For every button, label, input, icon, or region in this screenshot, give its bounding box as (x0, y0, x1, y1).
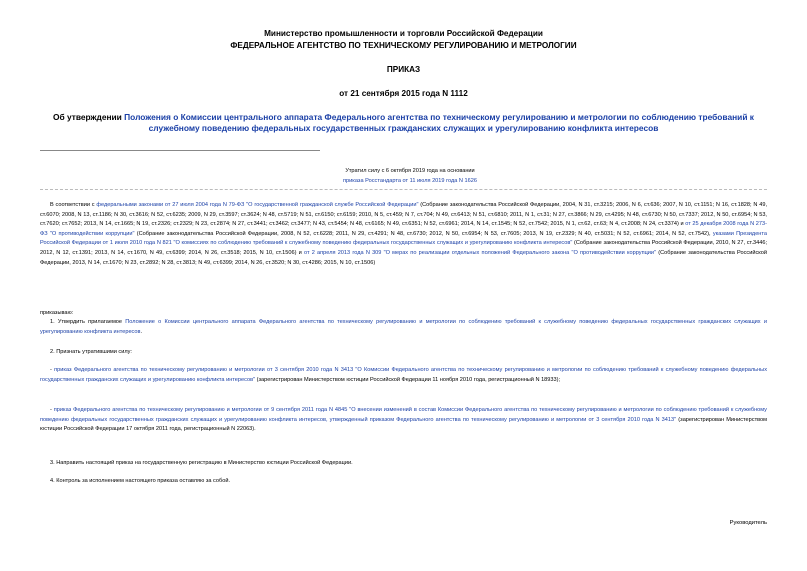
title-regulation-link[interactable]: Положения о Комиссии центрального аппарата Федерального агентства по техническому регулированию и метрологии по соблюдению требований к служебному поведению федеральных государственных гражданских служащих и урегулированию конфликта интересов (124, 112, 754, 133)
item-4-paragraph: 4. Контроль за исполнением настоящего приказа оставляю за собой. (50, 478, 231, 484)
intro-paragraph (40, 201, 767, 268)
agency-name: ФЕДЕРАЛЬНОЕ АГЕНТСТВО ПО ТЕХНИЧЕСКОМУ РЕГУЛИРОВАНИЮ И МЕТРОЛОГИИ (230, 41, 577, 50)
lost-force-text: Утратил силу с 6 октября 2019 года на основании (345, 168, 475, 174)
document-type: ПРИКАЗ (386, 65, 421, 74)
item-2a-paragraph (40, 366, 767, 385)
order-4845-link[interactable]: приказ Федерального агентства по техническому регулированию и метрологии от 9 сентября 2011 года N 4845 "О внесении изменений в состав Комиссии Федерального агентства по техническому регулированию и метрологии по соблюдению требований к служебному поведению федеральных государственных гражданских служащих и урегулированию конфликта интересов, утвержденный приказом Федерального агентства по техническому регулированию и метрологии от 3 сентября 2010 года N 3413" (40, 407, 767, 423)
title-prefix: Об утверждении (52, 112, 125, 122)
presidential-decree-309-link[interactable]: от 2 апреля 2013 года N 309 "О мерах по реализации отдельных положений Федерального закона "О противодействии коррупции" (303, 249, 657, 256)
intro-text-3: (Собрание законодательства Российской Федерации, 2008, N 52, ст.6228; 2011, N 29, ст.4291; N 48, ст.6730; 2012, N 50, ст.6954; N 53, ст.7605; 2013, N 19, ст.2329; N 40, ст.5031; N 52, ст.6961; 2014, N 52, ст.7542), (134, 230, 713, 237)
intro-text-4: (Собрание законодательства Российской Федерации, 2010, N 27, ст.3446; 2012, N 12, ст.1391; 2013, N 14, ст.1670, N 49, ст.6399; 2014, N 26, ст.3518; 2015, N 10, ст.1506) и (40, 240, 767, 256)
item-1-text: 1. Утвердить прилагаемое (50, 319, 126, 325)
signature-title: Руководитель (729, 520, 767, 526)
item-2b-dash: - (50, 407, 54, 413)
item-2b-text: (зарегистрирован Министерством юстиции Российской Федерации 17 октября 2011 года, регистрационный N 22063). (40, 416, 767, 433)
item-2a-text: (зарегистрирован Министерством юстиции Российской Федерации 11 ноября 2010 года, регистрационный N 18933); (255, 376, 561, 383)
item-2a-dash: - (50, 367, 55, 373)
item-1-paragraph (40, 318, 767, 337)
ministry-name: Министерство промышленности и торговли Российской Федерации (264, 29, 543, 38)
order-word: приказываю: (40, 310, 74, 316)
intro-text-5: (Собрание законодательства Российской Федерации, 2013, N 14, ст.1670; N 23, ст.2892; N 28, ст.3813; N 49, ст.6399; 2014, N 26, ст.3520; N 30, ст.4286; 2015, N 10, ст.1506) (40, 249, 767, 266)
document-title (40, 112, 767, 134)
title-divider (40, 150, 320, 151)
federal-laws-link[interactable]: федеральными законами от 27 июля 2004 года N 79-ФЗ "О государственной гражданской службе Российской Федерации" (96, 202, 419, 208)
item-2-paragraph: 2. Признать утратившими силу: (50, 349, 132, 355)
lost-force-note (300, 166, 520, 186)
lost-force-link[interactable]: приказа Росстандарта от 11 июля 2019 года N 1626 (343, 178, 477, 184)
anticorruption-law-link[interactable]: от 25 декабря 2008 года N 273-ФЗ "О противодействии коррупции" (40, 221, 767, 237)
item-2b-paragraph (40, 406, 767, 435)
item-3-paragraph: 3. Направить настоящий приказ на государственную регистрацию в Министерство юстиции Российской Федерации. (50, 460, 353, 466)
document-date-number: от 21 сентября 2015 года N 1112 (339, 89, 468, 98)
intro-text-2: (Собрание законодательства Российской Федерации, 2004, N 31, ст.3215; 2006, N 6, ст.636; 2007, N 10, ст.1151; N 16, ст.1828; N 49, ст.6070; 2008, N 13, ст.1186; N 30, ст.3616; N 52, ст.6235; 2009, N 29, ст.3597; ст.3624; N 48, ст.5719; N 51, ст.6150; ст.6159; 2010, N 5, ст.459; N 7, ст.704; N 49, ст.6413; N 51, ст.6810; 2011, N 1, ст.31; N 27, ст.3866; N 29, ст.4295; N 48, ст.6730; N 50, ст.7337; 2012, N 50, ст.6954; N 53, ст.7620; ст.7652; 2013, N 14, ст.1665; N 19, ст.2326; ст.2329; N 23, ст.2874; N 27, ст.3441; ст.3462; ст.3477; N 43, ст.5454; N 48, ст.6165; N 49, ст.6351; N 52, ст.6961; 2014, N 14, ст.1545; N 52, ст.7542; 2015, N 1, ст.62, ст.63; N 4, ст.2008; N 24, ст.3374) и (40, 202, 767, 228)
presidential-decree-821-link[interactable]: указами Президента Российской Федерации от 1 июля 2010 года N 821 "О комиссиях по соблюдению требований к служебному поведению федеральных государственных служащих и урегулированию конфликта интересов" (40, 230, 768, 247)
intro-text-1: В соответствии с (50, 202, 97, 208)
item-1-end: . (140, 328, 143, 335)
section-divider (40, 189, 767, 190)
order-3413-link[interactable]: приказ Федерального агентства по техническому регулированию и метрологии от 3 сентября 2010 года N 3413 "О Комиссии Федерального агентства по техническому регулированию и метрологии по соблюдению требований к служебному поведению федеральных государственных гражданских служащих и урегулированию конфликта интересов" (40, 367, 768, 383)
regulation-link[interactable]: Положение о Комиссии центрального аппарата Федерального агентства по техническому регулированию и метрологии по соблюдению требований к служебному поведению федеральных государственных гражданских служащих и урегулированию конфликта интересов (40, 319, 767, 335)
